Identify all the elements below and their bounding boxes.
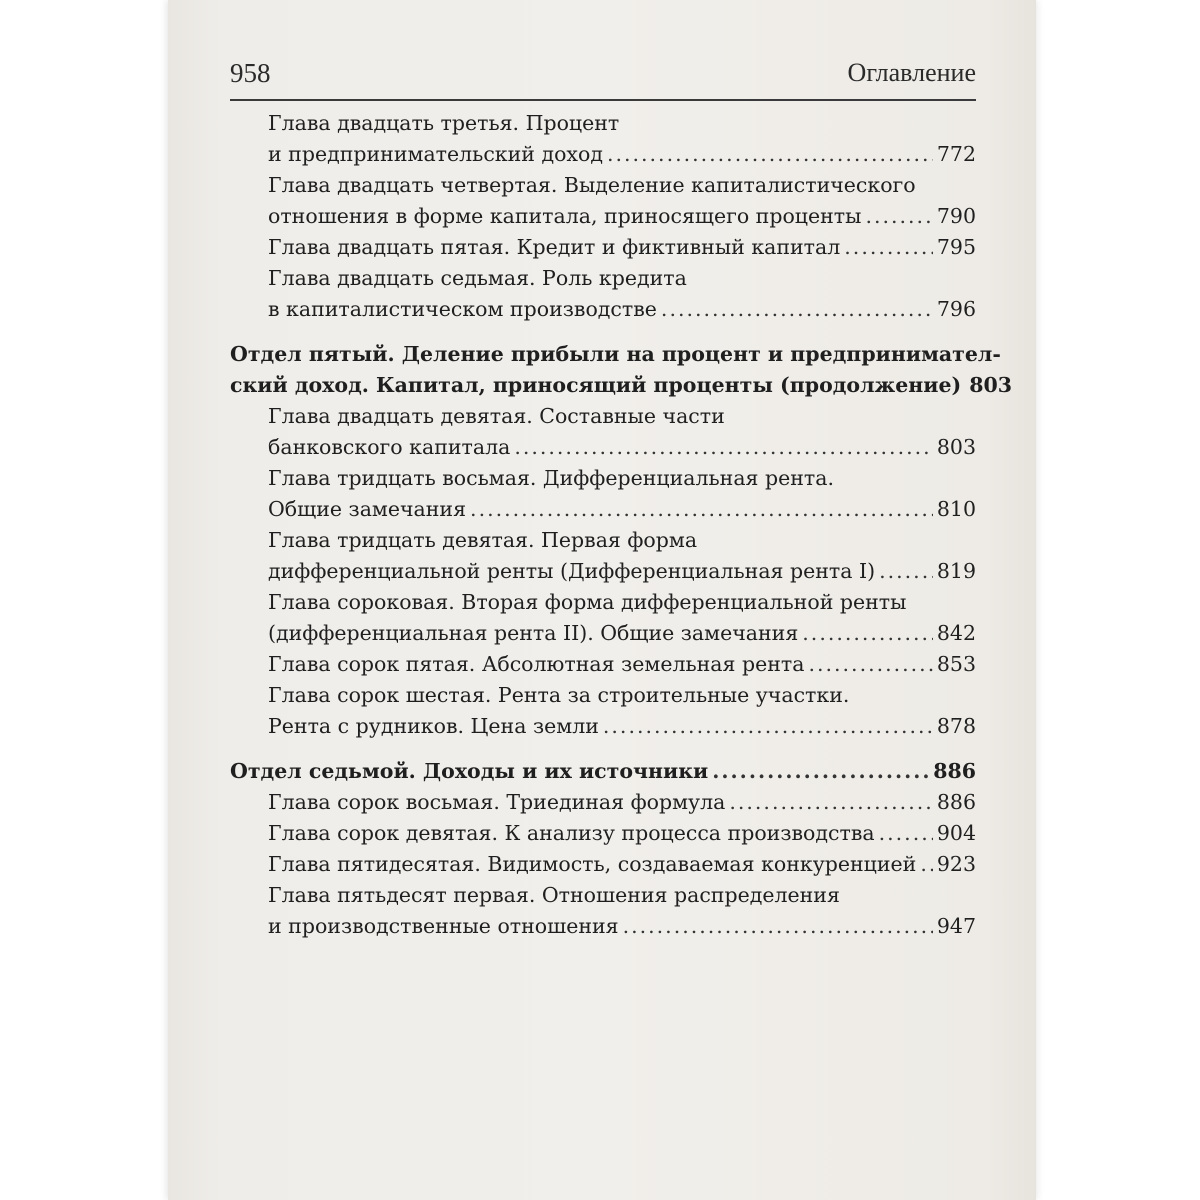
- toc-entry-leader-line: [268, 294, 976, 325]
- toc-chapter-entry: [230, 818, 976, 849]
- dot-leader: [808, 649, 932, 680]
- toc-page-number: 904: [936, 821, 976, 845]
- toc-page-number: 810: [936, 497, 976, 521]
- toc-page-number: 796: [936, 297, 976, 321]
- toc-page-number: 947: [936, 914, 976, 938]
- toc-entry-leader-line: [268, 432, 976, 463]
- toc-part-entry: [230, 756, 976, 787]
- toc-entry-leader-line: [268, 649, 976, 680]
- toc-entry-leader-line: [268, 232, 976, 263]
- toc-page-number: 819: [936, 559, 976, 583]
- toc-entry-line: Глава тридцать восьмая. Дифференциальная рента.: [268, 466, 834, 490]
- toc-entry-title: Глава сорок пятая. Абсолютная земельная рента: [268, 652, 805, 676]
- toc-entry-line: Глава двадцать третья. Процент: [268, 111, 620, 135]
- page-header: [230, 58, 976, 98]
- running-title: Оглавление: [847, 58, 976, 87]
- toc-entry-title: и предпринимательский доход: [268, 142, 603, 166]
- toc-entry-title: Глава сорок восьмая. Триединая формула: [268, 790, 726, 814]
- toc-page-number: 886: [936, 790, 976, 814]
- toc-entry-line: Глава двадцать седьмая. Роль кредита: [268, 266, 687, 290]
- toc-entry-leader-line: [268, 787, 976, 818]
- dot-leader: [514, 432, 933, 463]
- toc-entry-line: Глава тридцать девятая. Первая форма: [268, 528, 698, 552]
- table-of-contents: [230, 108, 1013, 942]
- toc-entry-title: и производственные отношения: [268, 914, 619, 938]
- toc-page-number: 842: [936, 621, 976, 645]
- toc-entry-leader-line: [268, 556, 976, 587]
- toc-chapter-entry: [230, 170, 976, 232]
- toc-chapter-entry: [230, 401, 976, 463]
- toc-page-number: 772: [936, 142, 976, 166]
- toc-entry-leader-line: [268, 911, 976, 942]
- toc-entry-title: Отдел седьмой. Доходы и их источники: [230, 759, 709, 783]
- toc-part-entry: [230, 339, 1013, 401]
- dot-leader: [802, 618, 933, 649]
- dot-leader: [865, 201, 932, 232]
- dot-leader: [470, 494, 933, 525]
- toc-page-number: 878: [936, 714, 976, 738]
- toc-entry-title: отношения в форме капитала, приносящего проценты: [268, 204, 862, 228]
- toc-entry-leader-line: [268, 818, 976, 849]
- toc-entry-title: Глава сорок девятая. К анализу процесса производства: [268, 821, 875, 845]
- toc-page-number: 886: [933, 759, 976, 783]
- dot-leader: [844, 232, 933, 263]
- toc-entry-line: Глава двадцать четвертая. Выделение капиталистического: [268, 173, 916, 197]
- toc-chapter-entry: [230, 263, 976, 325]
- page-number: 958: [230, 58, 271, 88]
- header-rule: [230, 99, 976, 101]
- toc-chapter-entry: [230, 849, 976, 880]
- dot-leader: [879, 818, 933, 849]
- toc-page-number: 853: [936, 652, 976, 676]
- toc-chapter-entry: [230, 680, 976, 742]
- toc-chapter-entry: [230, 880, 976, 942]
- toc-entry-title: Общие замечания: [268, 497, 467, 521]
- toc-chapter-entry: [230, 587, 976, 649]
- toc-entry-line: Глава сороковая. Вторая форма дифференциальной ренты: [268, 590, 907, 614]
- toc-entry-title: Глава двадцать пятая. Кредит и фиктивный капитал: [268, 235, 841, 259]
- dot-leader: [879, 556, 933, 587]
- toc-page-number: 795: [936, 235, 976, 259]
- dot-leader: [920, 849, 933, 880]
- toc-entry-title: дифференциальной ренты (Дифференциальная рента I): [268, 559, 876, 583]
- dot-leader: [607, 139, 933, 170]
- toc-entry-title: банковского капитала: [268, 435, 511, 459]
- toc-chapter-entry: [230, 525, 976, 587]
- dot-leader: [729, 787, 933, 818]
- toc-entry-leader-line: [268, 201, 976, 232]
- toc-entry-title: Рента с рудников. Цена земли: [268, 714, 599, 738]
- toc-page-number: 923: [936, 852, 976, 876]
- toc-entry-leader-line: [268, 618, 976, 649]
- toc-entry-leader-line: [268, 849, 976, 880]
- toc-chapter-entry: [230, 463, 976, 525]
- toc-entry-title: Глава пятидесятая. Видимость, создаваемая конкуренцией: [268, 852, 917, 876]
- dot-leader: [712, 756, 929, 787]
- toc-chapter-entry: [230, 649, 976, 680]
- toc-entry-title: в капиталистическом производстве: [268, 297, 657, 321]
- toc-chapter-entry: [230, 232, 976, 263]
- toc-entry-line: Отдел пятый. Деление прибыли на процент и предпринимател-: [230, 342, 1001, 366]
- toc-entry-leader-line: [268, 494, 976, 525]
- toc-entry-leader-line: [268, 139, 976, 170]
- toc-entry-line: Глава двадцать девятая. Составные части: [268, 404, 725, 428]
- toc-entry-leader-line: [268, 711, 976, 742]
- dot-leader: [661, 294, 933, 325]
- toc-chapter-entry: [230, 787, 976, 818]
- toc-page-number: 803: [936, 435, 976, 459]
- toc-entry-leader-line: [230, 756, 976, 787]
- toc-chapter-entry: [230, 108, 976, 170]
- dot-leader: [603, 711, 933, 742]
- dot-leader: [623, 911, 933, 942]
- toc-entry-title: ский доход. Капитал, приносящий проценты (продолжение): [230, 373, 962, 397]
- toc-entry-leader-line: [230, 370, 1013, 401]
- toc-page-number: 803: [969, 373, 1013, 397]
- toc-page-number: 790: [936, 204, 976, 228]
- toc-entry-title: (дифференциальная рента II). Общие замечания: [268, 621, 799, 645]
- toc-entry-line: Глава сорок шестая. Рента за строительные участки.: [268, 683, 850, 707]
- toc-entry-line: Глава пятьдесят первая. Отношения распределения: [268, 883, 840, 907]
